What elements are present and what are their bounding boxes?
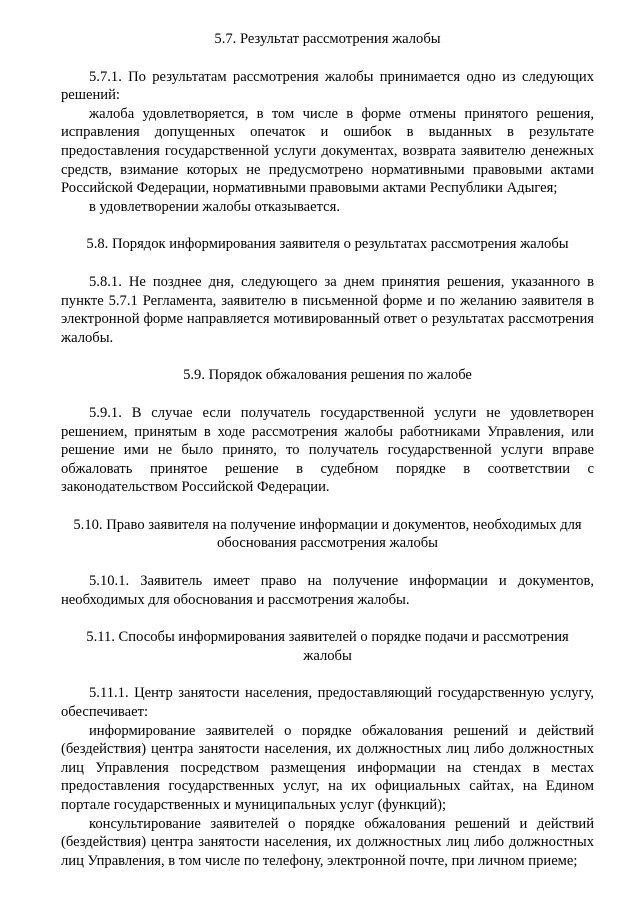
document-page xyxy=(61,30,594,870)
paragraph-5-7-1-option-refused: в удовлетворении жалобы отказывается. xyxy=(89,198,341,215)
spacer xyxy=(61,216,594,235)
spacer xyxy=(61,609,594,628)
spacer xyxy=(61,49,594,68)
paragraph-5-10-1: 5.10.1. Заявитель имеет право на получение информации и документов, необходимых для обоснования и рассмотрения жалобы. xyxy=(61,573,594,608)
section-heading-5-7: 5.7. Результат рассмотрения жалобы xyxy=(214,31,441,47)
paragraph-5-7-1: 5.7.1. По результатам рассмотрения жалобы принимается одно из следующих решений: xyxy=(61,68,594,104)
spacer xyxy=(61,665,594,684)
paragraph-5-11-1: 5.11.1. Центр занятости населения, предоставляющий государственную услугу, обеспечивает: xyxy=(61,685,594,721)
paragraph-5-11-1-informing: информирование заявителей о порядке обжалования решений и действий (бездействия) центра занятости населения, их должностных лиц либо должностных лиц Управления посредством размещения информации на стендах в местах предоставления государственных услуг, на их официальных сайтах, на Едином портале государственных и муниципальных услуг (функций); xyxy=(61,722,594,813)
spacer xyxy=(61,254,594,273)
spacer xyxy=(61,553,594,572)
section-heading-5-11: 5.11. Способы информирования заявителей о порядке подачи и рассмотрения жалобы xyxy=(86,629,569,664)
paragraph-5-9-1: 5.9.1. В случае если получатель государственной услуги не удовлетворен решением, принятым в ходе рассмотрения жалобы работниками Управления, или решение ими не было принято, то получатель государственной услуги вправе обжаловать принятое решение в судебном порядке в соответствии с законодательством Российской Федерации. xyxy=(61,404,594,496)
paragraph-5-7-1-option-satisfied: жалоба удовлетворяется, в том числе в форме отмены принятого решения, исправления допущенных опечаток и ошибок в выданных в результате предоставления государственной услуги документах, возврата заявителю денежных средств, взимание которых не предусмотрено нормативными правовыми актами Российской Федерации, нормативными правовыми актами Республики Адыгея; xyxy=(61,105,594,197)
section-heading-5-9: 5.9. Порядок обжалования решения по жалобе xyxy=(183,367,472,384)
paragraph-5-8-1: 5.8.1. Не позднее дня, следующего за днем принятия решения, указанного в пункте 5.7.1 Регламента, заявителю в письменной форме и по желанию заявителя в электронной форме направляется мотивированный ответ о результатах рассмотрения жалобы. xyxy=(61,273,594,346)
spacer xyxy=(61,347,594,366)
section-heading-5-8: 5.8. Порядок информирования заявителя о результатах рассмотрения жалобы xyxy=(86,236,569,253)
paragraph-5-11-1-consulting: консультирование заявителей о порядке обжалования решений и действий (бездействия) центра занятости населения, их должностных лиц либо должностных лиц Управления, в том числе по телефону, электронной почте, при личном приеме; xyxy=(61,815,594,869)
spacer xyxy=(61,497,594,516)
section-heading-5-10: 5.10. Право заявителя на получение информации и документов, необходимых для обоснования рассмотрения жалобы xyxy=(73,516,582,552)
spacer xyxy=(61,385,594,404)
